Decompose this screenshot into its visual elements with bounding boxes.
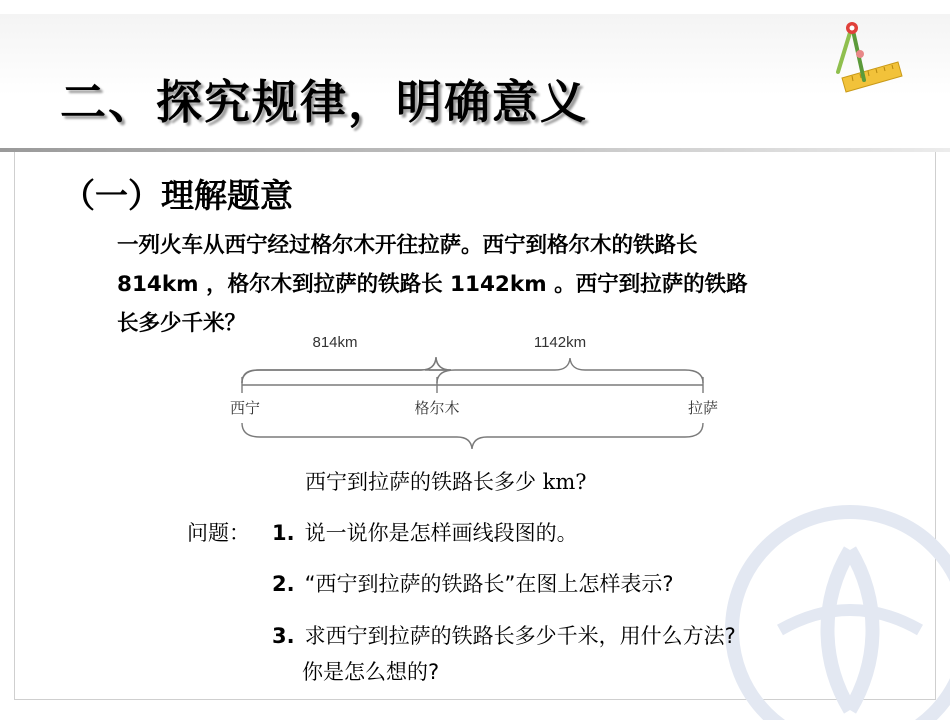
publisher-watermark-icon (700, 480, 950, 720)
point-mid-label: 格尔木 (414, 399, 460, 417)
diagram-question: 西宁到拉萨的铁路长多少 km? (305, 470, 587, 494)
questions-label: 问题： (187, 521, 250, 545)
line-segment-diagram (215, 325, 735, 470)
question-1-number: 1. (272, 521, 295, 545)
page-title: 二、探究规律，明确意义 (60, 75, 588, 129)
problem-line-2: 814km ，格尔木到拉萨的铁路长 1142km 。西宁到拉萨的铁路 (117, 272, 748, 297)
segment2-label: 1142km (533, 334, 587, 351)
point-start-label: 西宁 (229, 399, 261, 417)
brace-total (242, 423, 703, 449)
problem-line-3: 长多少千米？ (117, 311, 247, 336)
question-item-3 (272, 620, 736, 650)
brace-segment-2 (437, 358, 703, 383)
question-2-number: 2. (272, 572, 295, 596)
question-item-3-continuation: 你是怎么想的? (302, 660, 440, 684)
section-subtitle: （一）理解题意 (62, 176, 293, 215)
segment1-label: 814km (312, 334, 358, 351)
point-end-label: 拉萨 (687, 399, 719, 417)
header-divider (0, 148, 950, 152)
compass-ruler-logo-icon (828, 20, 904, 100)
question-item-1 (272, 517, 578, 547)
problem-line-1: 一列火车从西宁经过格尔木开往拉萨。西宁到格尔木的铁路长 (117, 233, 698, 258)
question-3-text: 求西宁到拉萨的铁路长多少千米，用什么方法? (304, 624, 736, 648)
question-item-2 (272, 568, 674, 598)
question-1-text: 说一说你是怎样画线段图的。 (304, 521, 578, 545)
question-3-number: 3. (272, 624, 295, 648)
question-2-text: “西宁到拉萨的铁路长”在图上怎样表示? (304, 572, 674, 596)
